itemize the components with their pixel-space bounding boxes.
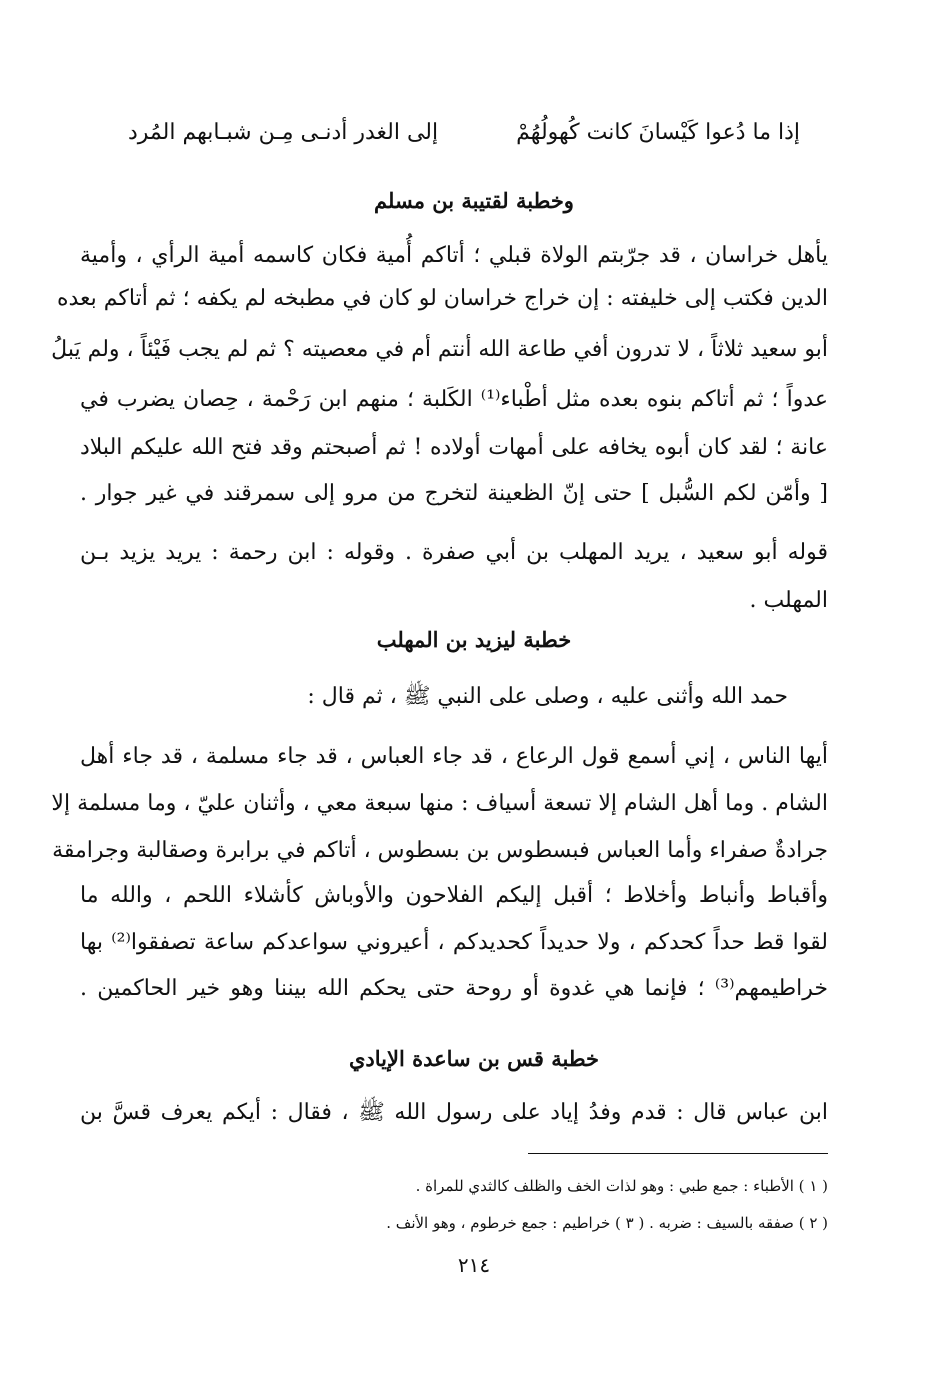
text-line: يأهل خراسان ، قد جرّبتم الولاة قبلي ؛ أتاكم أُمية فكان كاسمه أمية الرأي ، وأمية (80, 243, 828, 268)
verse-first-hemistich: إذا ما دُعوا كَيْسانَ كانت كُهولُهُمْ (516, 120, 800, 145)
text-line: خراطيمهم⁽³⁾ ؛ فإنما هي غدوة أو روحة حتى يحكم الله بيننا وهو خير الحاكمين . (80, 976, 828, 1001)
text-line: وأقباط وأنباط وأخلاط ؛ أقبل إليكم الفلاحون والأوباش كأشلاء اللحم ، والله ما (80, 883, 828, 908)
intro-line: حمد الله وأثنى عليه ، وصلى على النبي ﷺ ، ثم قال : (307, 684, 788, 709)
text-line: الشام . وما أهل الشام إلا تسعة أسياف : منها سبعة معي ، وأثنان عليّ ، وما مسلمة إلا (51, 791, 828, 816)
footnote-1: ( ١ ) الأطباء : جمع طبي : وهو لذات الخف والظلف كالثدي للمراة . (415, 1177, 828, 1195)
text-line: عانة ؛ لقد كان أبوه يخافه على أمهات أولاده ! ثم أصبحتم وقد فتح الله عليكم البلاد (80, 435, 828, 460)
section-heading-qutayba: وخطبة لقتيبة بن مسلم (374, 188, 574, 213)
page-number: ٢١٤ (457, 1253, 491, 1277)
verse-second-hemistich: إلى الغدر أدنـى مِـن شبـابهم المُرد (128, 120, 439, 145)
footnote-separator (528, 1153, 828, 1154)
text-line: الدين فكتب إلى خليفته : إن خراج خراسان لو كان في مطبخه لم يكفه ؛ ثم أتاكم بعده (56, 286, 828, 311)
text-line: أيها الناس ، إني أسمع قول الرعاع ، قد جاء العباس ، قد جاء مسلمة ، قد جاء أهل (80, 744, 828, 769)
commentary-line: قوله أبو سعيد ، يريد المهلب بن أبي صفرة . وقوله : ابن رحمة : يريد يزيد بـن (80, 540, 828, 565)
text-line: لقوا قط حداً كحدكم ، ولا حديداً كحديدكم ، أعيروني سواعدكم ساعة تصفقوا⁽²⁾ بها (80, 930, 828, 955)
section-heading-quss: خطبة قس بن ساعدة الإيادي (348, 1046, 600, 1071)
text-line: عدواً ؛ ثم أتاكم بنوه بعده مثل أطْباء⁽¹⁾ الكَلبة ؛ منهم ابن رَحْمة ، حِصان يضرب في (80, 387, 828, 412)
text-line: أبو سعيد ثلاثاً ، لا تدرون أفي طاعة الله أنتم أم في معصيته ؟ ثم لم يجب فَيْئاً ، ولم يَبلُ (51, 337, 828, 362)
text-line: ابن عباس قال : قدم وفدُ إياد على رسول الله ﷺ ، فقال : أيكم يعرف قسَّ بن (80, 1100, 828, 1125)
section-heading-yazid: خطبة ليزيد بن المهلب (376, 627, 572, 652)
text-line: [ وأمّن لكم السُّبل ] حتى إنّ الظعينة لتخرج من مرو إلى سمرقند في غير جوار . (80, 481, 828, 506)
commentary-line: المهلب . (749, 588, 828, 613)
text-line: جرادةٌ صفراء وأما العباس فبسطوس بن بسطوس ، أتاكم في برابرة وصقالبة وجرامقة (52, 838, 828, 863)
footnote-2-3: ( ٢ ) صفقه بالسيف : ضربه . ( ٣ ) خراطيم : جمع خرطوم ، وهو الأنف . (386, 1214, 828, 1232)
